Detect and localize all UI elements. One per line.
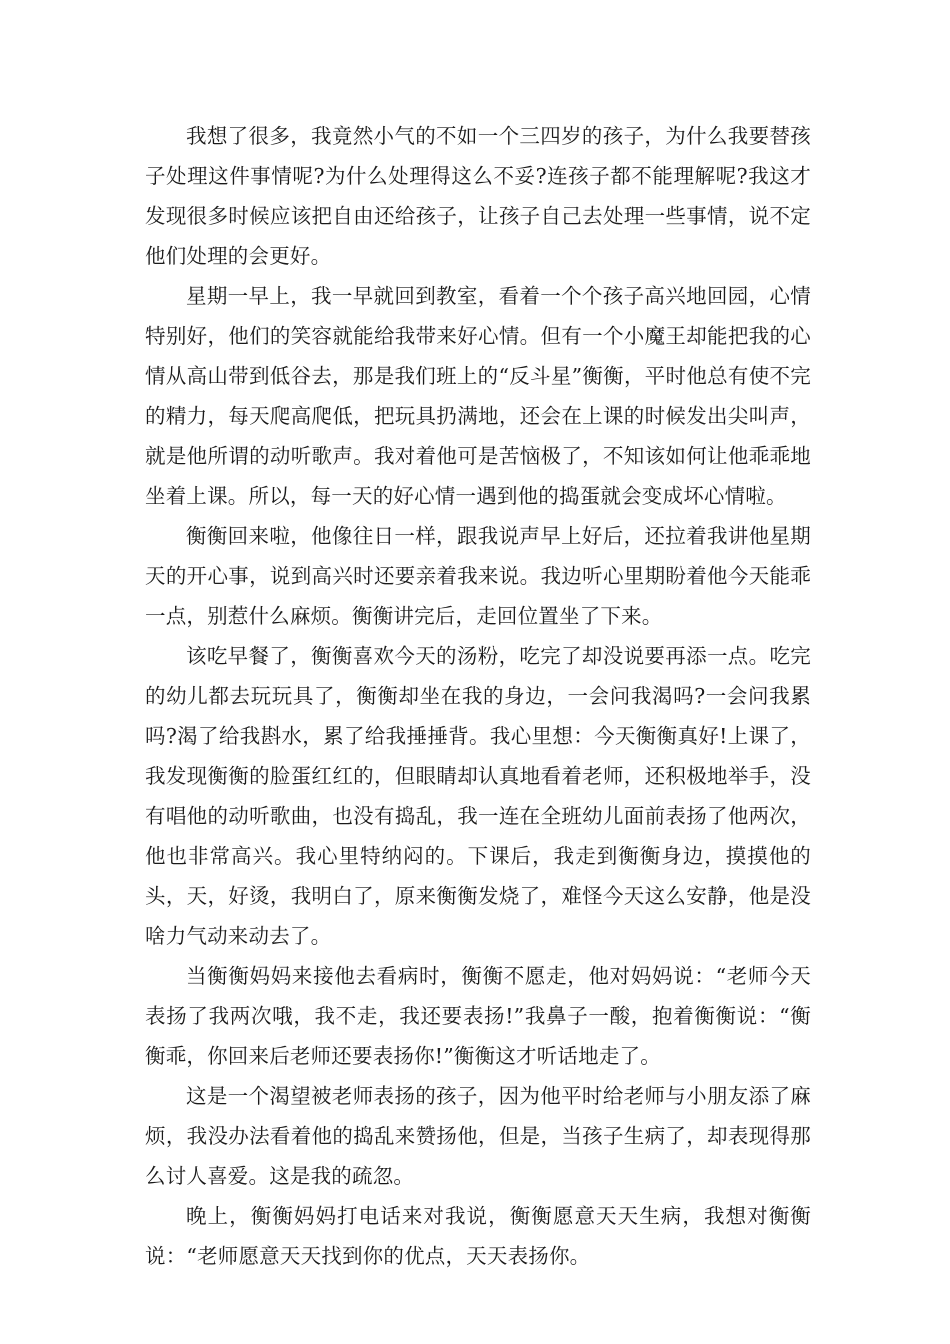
paragraph-6: 这是一个渴望被老师表扬的孩子，因为他平时给老师与小朋友添了麻烦，我没办法看着他的捣乱来赞扬他，但是，当孩子生病了，却表现得那么讨人喜爱。这是我的疏忽。 [145, 1084, 811, 1188]
paragraph-1: 我想了很多，我竟然小气的不如一个三四岁的孩子，为什么我要替孩子处理这件事情呢?为什么处理得这么不妥?连孩子都不能理解呢?我这才发现很多时候应该把自由还给孩子，让孩子自己去处理一些事情，说不定他们处理的会更好。 [145, 124, 811, 268]
document-page [145, 116, 811, 1276]
paragraph-4: 该吃早餐了，衡衡喜欢今天的汤粉，吃完了却没说要再添一点。吃完的幼儿都去玩玩具了，衡衡却坐在我的身边，一会问我渴吗?一会问我累吗?渴了给我斟水，累了给我捶捶背。我心里想：今天衡衡真好!上课了，我发现衡衡的脸蛋红红的，但眼睛却认真地看着老师，还积极地举手，没有唱他的动听歌曲，也没有捣乱，我一连在全班幼儿面前表扬了他两次，他也非常高兴。我心里特纳闷的。下课后，我走到衡衡身边，摸摸他的头，天，好烫，我明白了，原来衡衡发烧了，难怪今天这么安静，他是没啥力气动来动去了。 [145, 644, 811, 948]
paragraph-7: 晚上，衡衡妈妈打电话来对我说，衡衡愿意天天生病，我想对衡衡说：“老师愿意天天找到你的优点，天天表扬你。 [145, 1204, 811, 1268]
paragraph-2: 星期一早上，我一早就回到教室，看着一个个孩子高兴地回园，心情特别好，他们的笑容就能给我带来好心情。但有一个小魔王却能把我的心情从高山带到低谷去，那是我们班上的“反斗星”衡衡，平时他总有使不完的精力，每天爬高爬低，把玩具扔满地，还会在上课的时候发出尖叫声，就是他所谓的动听歌声。我对着他可是苦恼极了，不知该如何让他乖乖地坐着上课。所以，每一天的好心情一遇到他的捣蛋就会变成坏心情啦。 [145, 284, 811, 508]
paragraph-5: 当衡衡妈妈来接他去看病时，衡衡不愿走，他对妈妈说：“老师今天表扬了我两次哦，我不走，我还要表扬!”我鼻子一酸，抱着衡衡说：“衡衡乖，你回来后老师还要表扬你!”衡衡这才听话地走了。 [145, 964, 811, 1068]
paragraph-3: 衡衡回来啦，他像往日一样，跟我说声早上好后，还拉着我讲他星期天的开心事，说到高兴时还要亲着我来说。我边听心里期盼着他今天能乖一点，别惹什么麻烦。衡衡讲完后，走回位置坐了下来。 [145, 524, 811, 628]
